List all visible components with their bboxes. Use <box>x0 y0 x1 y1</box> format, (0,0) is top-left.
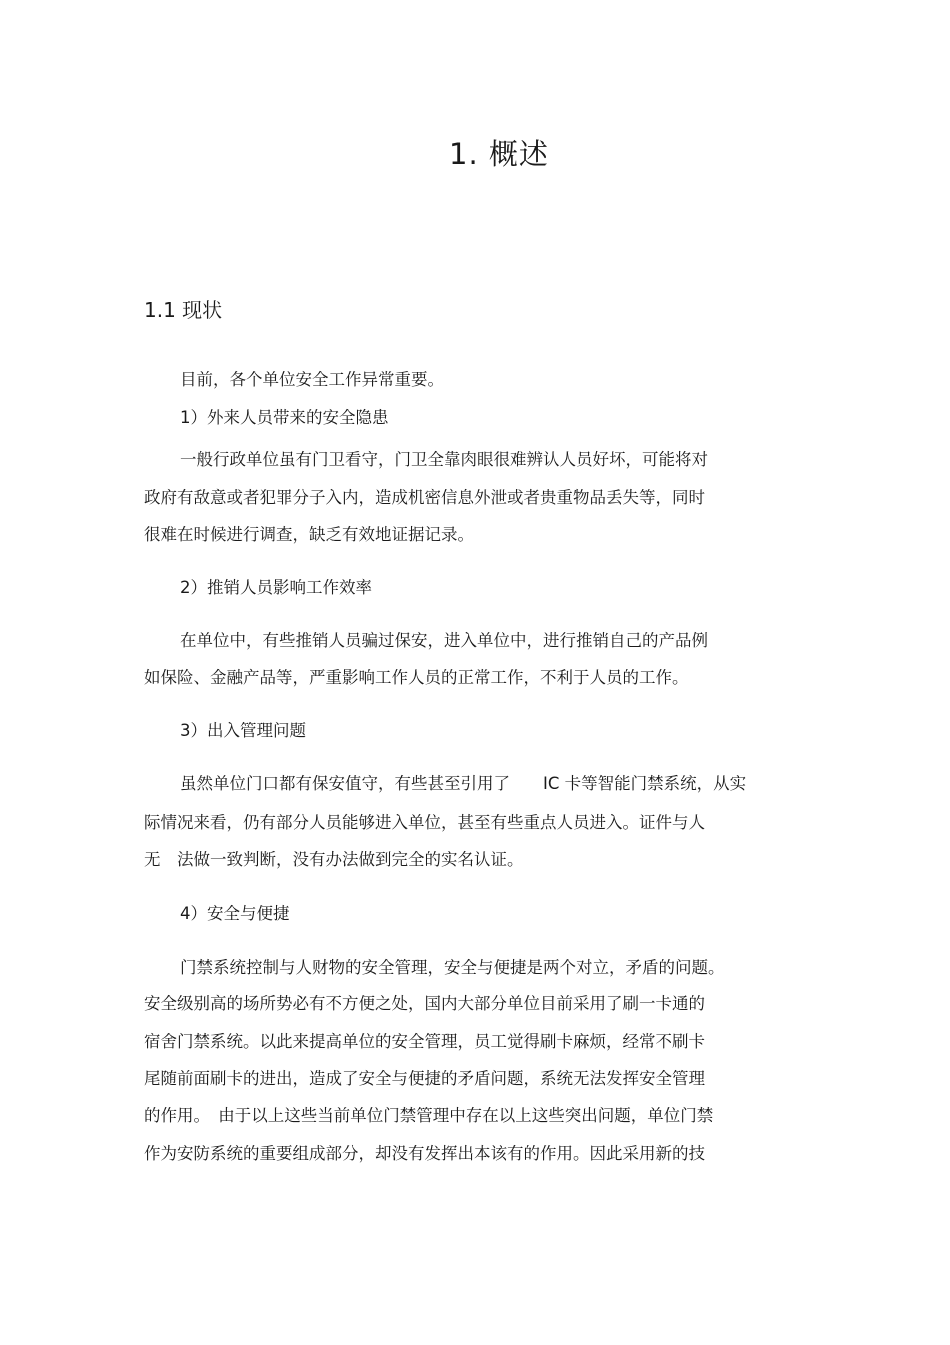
paragraph-line: 尾随前面刷卡的进出，造成了安全与便捷的矛盾问题，系统无法发挥安全管理 <box>144 1069 705 1088</box>
paragraph-line: 作为安防系统的重要组成部分，却没有发挥出本该有的作用。因此采用新的技 <box>144 1144 705 1163</box>
paragraph-line: 的作用。 由于以上这些当前单位门禁管理中存在以上这些突出问题，单位门禁 <box>144 1106 714 1125</box>
list-heading: 1）外来人员带来的安全隐患 <box>180 408 389 427</box>
paragraph-line: 如保险、金融产品等，严重影响工作人员的正常工作，不利于人员的工作。 <box>144 668 689 687</box>
paragraph-line: 很难在时候进行调查，缺乏有效地证据记录。 <box>144 525 474 544</box>
paragraph-line: 一般行政单位虽有门卫看守，门卫全靠肉眼很难辨认人员好坏，可能将对 <box>180 450 708 469</box>
chapter-title: 1. 概述 <box>449 137 549 171</box>
paragraph-line: 门禁系统控制与人财物的安全管理，安全与便捷是两个对立，矛盾的问题。 <box>180 958 725 977</box>
paragraph-line: 政府有敌意或者犯罪分子入内，造成机密信息外泄或者贵重物品丢失等，同时 <box>144 488 705 507</box>
paragraph-line: 虽然单位门口都有保安值守，有些甚至引用了 IC 卡等智能门禁系统，从实 <box>180 774 747 793</box>
paragraph-line: 在单位中，有些推销人员骗过保安，进入单位中，进行推销自己的产品例 <box>180 631 708 650</box>
list-heading: 2）推销人员影响工作效率 <box>180 578 372 597</box>
paragraph-line: 安全级别高的场所势必有不方便之处，国内大部分单位目前采用了刷一卡通的 <box>144 994 705 1013</box>
paragraph-line: 目前，各个单位安全工作异常重要。 <box>180 370 444 389</box>
section-heading: 1.1 现状 <box>144 298 223 322</box>
paragraph-line: 无 法做一致判断，没有办法做到完全的实名认证。 <box>144 850 524 869</box>
list-heading: 3）出入管理问题 <box>180 721 306 740</box>
paragraph-line: 宿舍门禁系统。以此来提高单位的安全管理，员工觉得刷卡麻烦，经常不刷卡 <box>144 1032 705 1051</box>
list-heading: 4）安全与便捷 <box>180 904 290 923</box>
paragraph-line: 际情况来看，仍有部分人员能够进入单位，甚至有些重点人员进入。证件与人 <box>144 813 705 832</box>
